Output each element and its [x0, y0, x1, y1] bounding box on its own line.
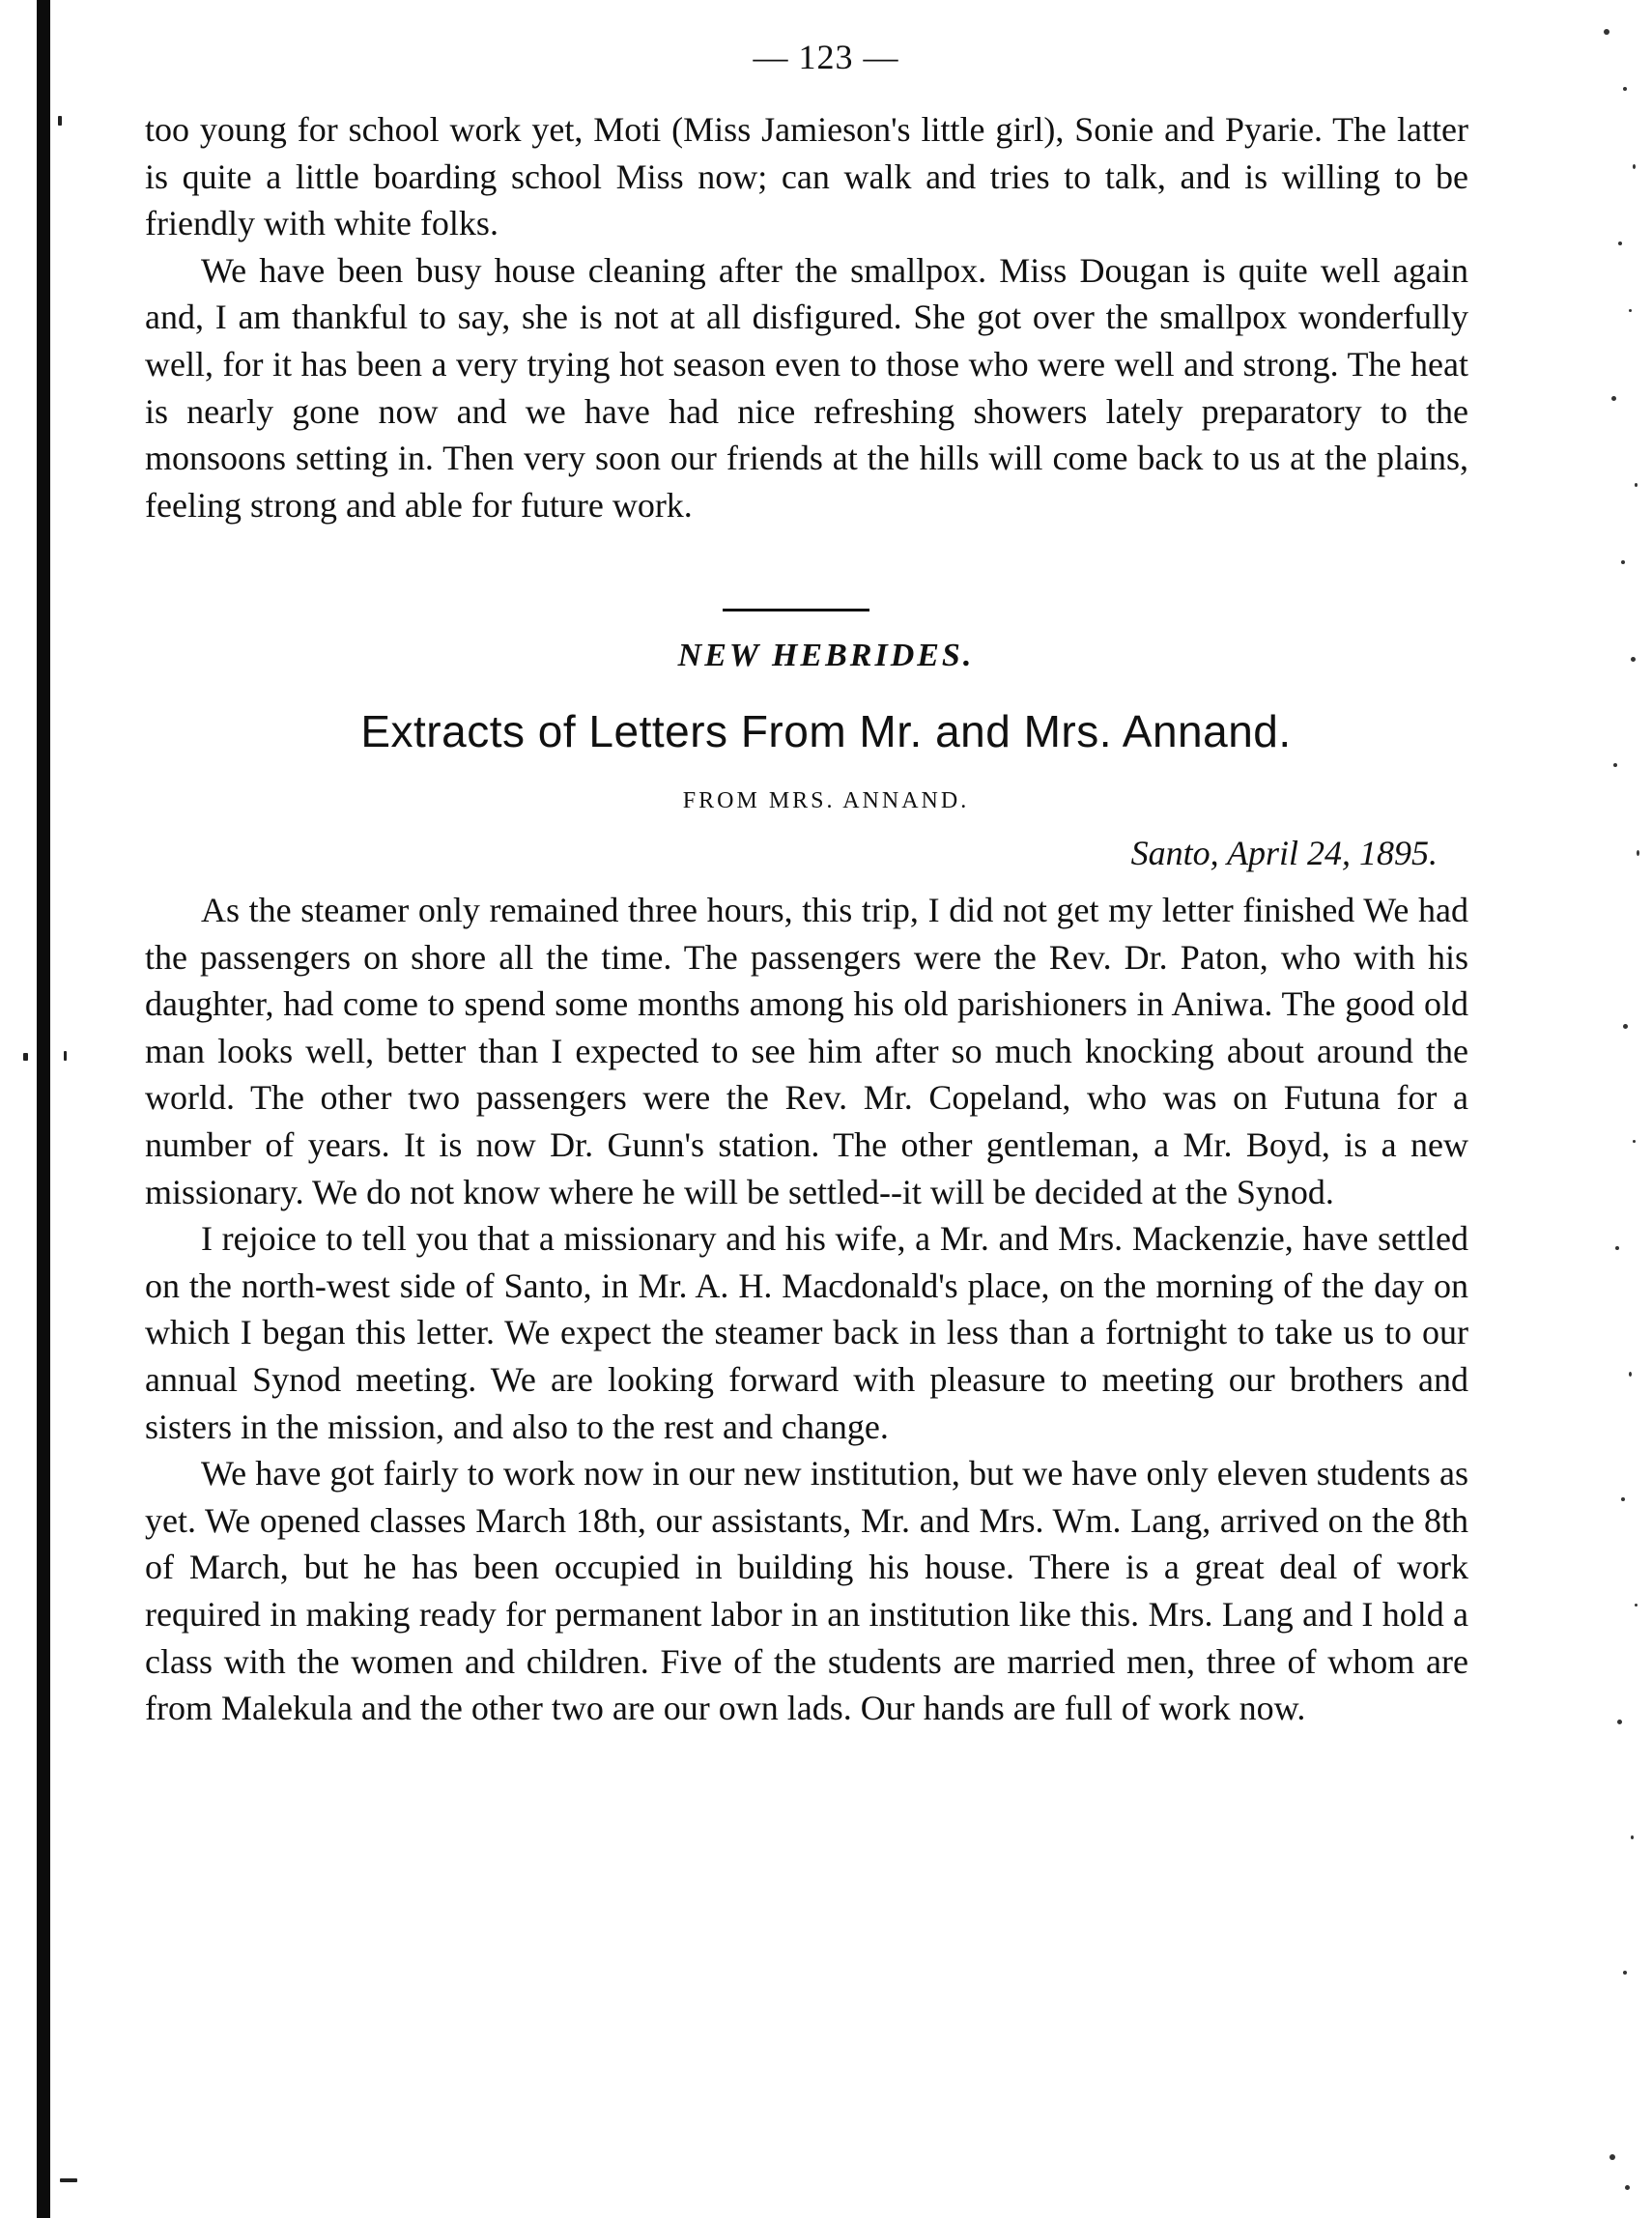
- page-binding-edge: [37, 0, 50, 2218]
- article-title: Extracts of Letters From Mr. and Mrs. Annand.: [360, 706, 1292, 756]
- paragraph: We have got fairly to work now in our new institution, but we have only eleven students as yet. We opened classes March 18th, our assistants, Mr. and Mrs. Wm. Lang, arrived on the 8th of March, but he has been occupied in building his house. There is a great deal of work required in making ready for permanent labor in an institution like this. Mrs. Lang and I hold a class with the women and children. Five of the students are married men, three of whom are from Malekula and the other two are our own lads. Our hands are full of work now.: [145, 1454, 1468, 1728]
- paragraph: I rejoice to tell you that a missionary and his wife, a Mr. and Mrs. Mackenzie, have settled on the north-west side of Santo, in Mr. A. H. Macdonald's place, on the morning of the day on which I began this letter. We expect the steamer back in less than a fortnight to take us to our annual Synod meeting. We are looking forward with pleasure to meeting our brothers and sisters in the mission, and also to the rest and change.: [145, 1219, 1468, 1446]
- continuation-text: [145, 106, 1468, 528]
- page-number: — 123 —: [753, 38, 899, 76]
- scan-speck: [58, 116, 62, 126]
- scan-speck: [64, 1051, 67, 1061]
- paragraph: As the steamer only remained three hours, this trip, I did not get my letter finished We had the passengers on shore all the time. The passengers were the Rev. Dr. Paton, who with his daughter, had come to spend some months among his old parishioners in Aniwa. The good old man looks well, better than I expected to see him after so much knocking about around the world. The other two passengers were the Rev. Mr. Copeland, who was on Futuna for a number of years. It is now Dr. Gunn's station. The other gentleman, a Mr. Boyd, is a new missionary. We do not know where he will be settled--it will be decided at the Synod.: [145, 891, 1468, 1211]
- letter-body: [145, 887, 1468, 1732]
- scan-speck: [60, 2178, 77, 2182]
- paragraph: We have been busy house cleaning after the smallpox. Miss Dougan is quite well again and, I am thankful to say, she is not at all disfigured. She got over the smallpox wonderfully well, for it has been a very trying hot season even to those who were well and strong. The heat is nearly gone now and we have had nice refreshing showers lately preparatory to the monsoons setting in. Then very soon our friends at the hills will come back to us at the plains, feeling strong and able for future work.: [145, 250, 1468, 525]
- article-byline: FROM MRS. ANNAND.: [682, 788, 970, 813]
- section-divider: [723, 609, 869, 611]
- letter-dateline: Santo, April 24, 1895.: [1130, 834, 1438, 872]
- scan-edge-noise: [1565, 0, 1652, 2218]
- section-heading: NEW HEBRIDES.: [677, 638, 975, 673]
- paragraph: too young for school work yet, Moti (Miss Jamieson's little girl), Sonie and Pyarie. The latter is quite a little boarding school Miss now; can walk and tries to talk, and is willing to be friendly with white folks.: [145, 110, 1468, 243]
- scan-speck: [23, 1053, 28, 1061]
